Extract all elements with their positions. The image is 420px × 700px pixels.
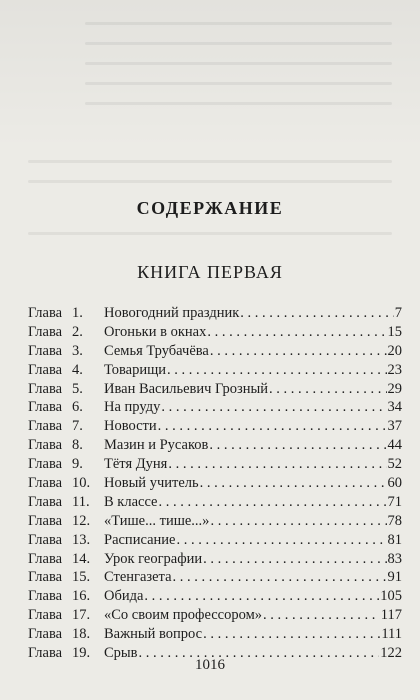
dot-leader bbox=[210, 512, 386, 531]
chapter-word: Глава bbox=[28, 437, 63, 454]
dot-leader bbox=[144, 587, 379, 606]
chapter-number: 1. bbox=[72, 305, 83, 321]
chapter-word: Глава bbox=[28, 456, 63, 473]
show-through-line bbox=[28, 160, 392, 163]
chapter-number: 3. bbox=[72, 342, 83, 359]
toc-entry bbox=[28, 304, 402, 323]
chapter-word: Глава bbox=[28, 418, 63, 435]
dot-leader bbox=[203, 550, 386, 569]
chapter-title: Новости bbox=[104, 418, 157, 435]
dot-leader bbox=[263, 606, 380, 625]
dot-leader bbox=[161, 398, 386, 417]
show-through-line bbox=[85, 42, 392, 45]
chapter-number: 15. bbox=[72, 569, 91, 586]
dot-leader bbox=[209, 436, 386, 455]
chapter-title: Новый учитель bbox=[104, 475, 199, 492]
chapter-word: Глава bbox=[28, 323, 63, 340]
show-through-line bbox=[28, 180, 392, 183]
chapter-word: Глава bbox=[28, 305, 63, 321]
chapter-number: 14. bbox=[72, 550, 91, 567]
chapter-word: Глава bbox=[28, 588, 63, 605]
chapter-title: Стенгазета bbox=[104, 569, 172, 586]
chapter-title: Семья Трубачёва bbox=[104, 342, 209, 359]
chapter-title: Иван Васильевич Грозный bbox=[104, 380, 269, 397]
dot-leader bbox=[200, 474, 387, 493]
chapter-word: Глава bbox=[28, 380, 63, 397]
toc-entry bbox=[28, 417, 402, 436]
chapter-title: Срыв bbox=[104, 645, 138, 662]
chapter-page: 81 bbox=[387, 531, 402, 548]
toc-entry bbox=[28, 436, 402, 455]
toc-entry bbox=[28, 606, 402, 625]
chapter-word: Глава bbox=[28, 342, 63, 359]
chapter-page: 52 bbox=[387, 456, 402, 473]
dot-leader bbox=[210, 342, 387, 361]
chapter-word: Глава bbox=[28, 550, 63, 567]
chapter-number: 12. bbox=[72, 512, 91, 529]
dot-leader bbox=[167, 361, 386, 380]
page-number: 1016 bbox=[195, 657, 225, 673]
show-through-line bbox=[85, 22, 392, 25]
chapter-page: 7 bbox=[394, 305, 402, 321]
chapter-word: Глава bbox=[28, 626, 63, 643]
dot-leader bbox=[207, 323, 386, 342]
dot-leader bbox=[159, 493, 387, 512]
show-through-line bbox=[85, 82, 392, 85]
chapter-page: 23 bbox=[387, 361, 402, 378]
chapter-word: Глава bbox=[28, 512, 63, 529]
chapter-number: 11. bbox=[72, 493, 90, 510]
chapter-title: Расписание bbox=[104, 531, 176, 548]
chapter-word: Глава bbox=[28, 645, 63, 662]
chapter-number: 2. bbox=[72, 323, 83, 340]
dot-leader bbox=[269, 380, 386, 399]
chapter-page: 34 bbox=[387, 399, 402, 416]
chapter-title: В классе bbox=[104, 493, 158, 510]
chapter-title: Урок географии bbox=[104, 550, 203, 567]
toc-entry bbox=[28, 493, 402, 512]
dot-leader bbox=[176, 531, 386, 550]
chapter-page: 105 bbox=[380, 588, 402, 605]
dot-leader bbox=[240, 304, 393, 323]
chapter-number: 13. bbox=[72, 531, 91, 548]
chapter-word: Глава bbox=[28, 531, 63, 548]
dot-leader bbox=[203, 625, 380, 644]
chapter-page: 60 bbox=[387, 475, 402, 492]
chapter-page: 44 bbox=[387, 437, 402, 454]
chapter-title: Тётя Дуня bbox=[104, 456, 168, 473]
chapter-word: Глава bbox=[28, 475, 63, 492]
show-through-area bbox=[0, 0, 420, 150]
toc-entry bbox=[28, 550, 402, 569]
chapter-word: Глава bbox=[28, 569, 63, 586]
chapter-title: Обида bbox=[104, 588, 144, 605]
chapter-title: Огоньки в окнах bbox=[104, 323, 207, 340]
chapter-word: Глава bbox=[28, 399, 63, 416]
chapter-title: Мазин и Русаков bbox=[104, 437, 209, 454]
chapter-page: 117 bbox=[380, 607, 402, 624]
chapter-page: 29 bbox=[387, 380, 402, 397]
show-through-line bbox=[85, 102, 392, 105]
chapter-page: 37 bbox=[387, 418, 402, 435]
dot-leader bbox=[158, 417, 387, 436]
toc-entry bbox=[28, 587, 402, 606]
chapter-number: 19. bbox=[72, 645, 91, 662]
toc-entry bbox=[28, 568, 402, 587]
toc-entry bbox=[28, 531, 402, 550]
chapter-title: Товарищи bbox=[104, 361, 167, 378]
chapter-number: 8. bbox=[72, 437, 83, 454]
chapter-number: 17. bbox=[72, 607, 91, 624]
chapter-number: 18. bbox=[72, 626, 91, 643]
toc-entry bbox=[28, 398, 402, 417]
chapter-number: 9. bbox=[72, 456, 83, 473]
toc-entry bbox=[28, 455, 402, 474]
chapter-number: 6. bbox=[72, 399, 83, 416]
dot-leader bbox=[168, 455, 386, 474]
toc-entry bbox=[28, 512, 402, 531]
chapter-word: Глава bbox=[28, 607, 63, 624]
chapter-page: 15 bbox=[387, 323, 402, 340]
show-through-line bbox=[28, 232, 392, 235]
chapter-number: 16. bbox=[72, 588, 91, 605]
chapter-page: 78 bbox=[387, 512, 402, 529]
chapter-page: 122 bbox=[380, 645, 402, 662]
chapter-page: 71 bbox=[387, 493, 402, 510]
toc-entry bbox=[28, 361, 402, 380]
chapter-title: На пруду bbox=[104, 399, 161, 416]
chapter-title: «Тише... тише...» bbox=[104, 512, 210, 529]
contents-heading: СОДЕРЖАНИЕ bbox=[136, 198, 284, 218]
table-of-contents bbox=[28, 304, 402, 663]
chapter-page: 83 bbox=[387, 550, 402, 567]
chapter-title: «Со своим профессором» bbox=[104, 607, 263, 624]
dot-leader bbox=[173, 568, 387, 587]
toc-entry bbox=[28, 342, 402, 361]
chapter-title: Новогодний праздник bbox=[104, 305, 240, 321]
toc-entry bbox=[28, 625, 402, 644]
chapter-page: 91 bbox=[387, 569, 402, 586]
chapter-number: 4. bbox=[72, 361, 83, 378]
book-heading: КНИГА ПЕРВАЯ bbox=[137, 262, 283, 282]
chapter-number: 10. bbox=[72, 475, 91, 492]
chapter-title: Важный вопрос bbox=[104, 626, 203, 643]
show-through-line bbox=[85, 62, 392, 65]
chapter-number: 5. bbox=[72, 380, 83, 397]
toc-entry bbox=[28, 474, 402, 493]
chapter-word: Глава bbox=[28, 361, 63, 378]
chapter-page: 111 bbox=[381, 626, 402, 643]
chapter-number: 7. bbox=[72, 418, 83, 435]
toc-entry bbox=[28, 323, 402, 342]
chapter-page: 20 bbox=[387, 342, 402, 359]
toc-entry bbox=[28, 380, 402, 399]
chapter-word: Глава bbox=[28, 493, 63, 510]
